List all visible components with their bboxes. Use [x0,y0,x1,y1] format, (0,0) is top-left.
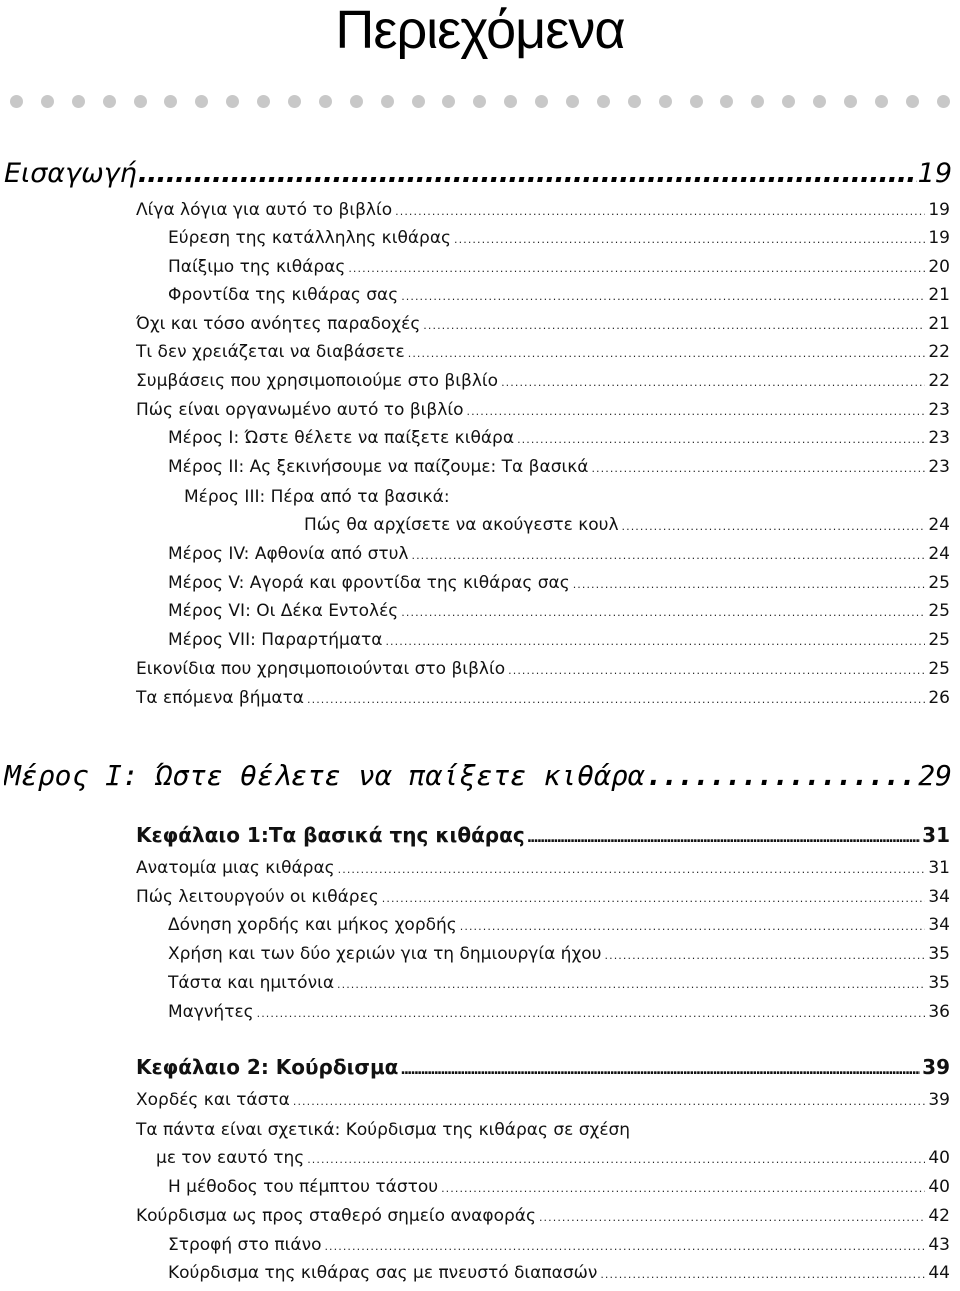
toc-entry-label: Παίξιμο της κιθάρας [168,257,346,277]
leader-dots [622,520,926,533]
toc-entry[interactable] [168,1177,950,1204]
toc-entry-label: Μέρος VI: Οι Δέκα Εντολές [168,601,399,621]
toc-page-number: 44 [928,1263,950,1283]
divider-dot [844,95,857,108]
leader-dots [382,892,926,905]
toc-page-number: 24 [928,544,950,564]
toc-page-number: 39 [928,1090,950,1110]
divider-dot [319,95,332,108]
toc-page-number: 26 [928,688,950,708]
leader-dots [337,978,925,991]
toc-entry[interactable] [168,1263,950,1290]
leader-dots [257,1007,926,1020]
divider-dot [875,95,888,108]
divider-dot [288,95,301,108]
toc-entry-label: Ανατομία μιας κιθάρας [136,858,335,878]
toc-entry-label: Μέρος IV: Αφθονία από στυλ [168,544,409,564]
divider-dot [937,95,950,108]
toc-page-number: 21 [928,314,950,334]
divider-dot [257,95,270,108]
toc-entry-label: Χορδές και τάστα [136,1090,290,1110]
toc-entry[interactable] [156,1148,950,1175]
toc-chapter-1[interactable] [136,823,950,853]
toc-chapter-2[interactable] [136,1055,950,1085]
toc-page-number: 31 [928,858,950,878]
toc-entry[interactable] [168,630,950,657]
toc-page-number: 19 [917,158,952,189]
toc-entry[interactable] [136,1090,950,1117]
divider-dot [41,95,54,108]
divider-dot [195,95,208,108]
toc-entry[interactable] [136,342,950,369]
divider-dot [103,95,116,108]
toc-entry-label: Εικονίδια που χρησιμοποιούνται στο βιβλίο [136,659,506,679]
toc-page-number: 39 [922,1055,950,1079]
toc-entry-label: Κούρδισμα ως προς σταθερό σημείο αναφοράς [136,1206,536,1226]
leader-dots [527,830,920,846]
divider-dot [72,95,85,108]
toc-entry-label: Συμβάσεις που χρησιμοποιούμε στο βιβλίο [136,371,499,391]
toc-entry[interactable] [136,400,950,427]
divider-dot [690,95,703,108]
toc-entry[interactable] [168,944,950,971]
toc-entry-label: με τον εαυτό της [156,1148,305,1168]
toc-entry[interactable] [136,314,950,341]
toc-page-number: 34 [928,887,950,907]
toc-heading-part-1[interactable] [4,759,952,797]
divider-dot [751,95,764,108]
toc-page-number: 42 [928,1206,950,1226]
divider-dot [906,95,919,108]
leader-dots [605,949,926,962]
leader-dots [348,262,925,275]
toc-entry[interactable] [168,915,950,942]
toc-page-number: 19 [928,228,950,248]
toc-page-number: 22 [928,371,950,391]
divider-dot [134,95,147,108]
divider-dot [350,95,363,108]
toc-page-number: 19 [928,200,950,220]
toc-page-number: 25 [928,659,950,679]
leader-dots [411,549,925,562]
toc-entry[interactable] [168,257,950,284]
toc-page-number: 34 [928,915,950,935]
page-title: Περιεχόμενα [335,0,625,60]
toc-page-number: 25 [928,630,950,650]
toc-heading-intro[interactable] [4,158,952,196]
toc-entry-label: Μέρος VII: Παραρτήματα [168,630,383,650]
toc-page-number: 29 [918,759,952,792]
leader-dots [307,1153,925,1166]
leader-dots [600,1268,925,1281]
leader-dots [338,863,926,876]
toc-page-number: 25 [928,601,950,621]
toc-page-number: 22 [928,342,950,362]
leader-dots [441,1182,925,1195]
toc-entry-label: Μαγνήτες [168,1002,254,1022]
toc-page-number: 23 [928,400,950,420]
toc-page-number: 40 [928,1148,950,1168]
toc-entry-label: Τι δεν χρειάζεται να διαβάσετε [136,342,405,362]
toc-page-number: 35 [928,973,950,993]
divider-dot [659,95,672,108]
divider-dot [164,95,177,108]
toc-entry[interactable] [136,688,950,715]
leader-dots [138,158,917,189]
toc-entry-label: Μέρος V: Αγορά και φροντίδα της κιθάρας σας [168,573,570,593]
toc-page-number: 23 [928,457,950,477]
leader-dots [573,578,926,591]
leader-dots [646,759,918,792]
leader-dots [454,233,925,246]
toc-page-number: 20 [928,257,950,277]
leader-dots [307,693,925,706]
toc-entry[interactable] [304,515,950,542]
divider-dot [381,95,394,108]
toc-page-number: 31 [922,823,950,847]
divider-dot [628,95,641,108]
leader-dots [539,1211,925,1224]
divider-dot [504,95,517,108]
toc-entry-label[interactable]: Μέρος ΙΙΙ: Πέρα από τα βασικά: [184,487,450,507]
toc-page-number: 25 [928,573,950,593]
toc-heading-label: Εισαγωγή [4,158,137,189]
toc-entry-label: Μέρος Ι: Ώστε θέλετε να παίξετε κιθάρα [168,428,515,448]
toc-page-number: 35 [928,944,950,964]
toc-entry-label: Χρήση και των δύο χεριών για τη δημιουργία ήχου [168,944,602,964]
toc-entry-label: Στροφή στο πιάνο [168,1235,322,1255]
toc-entry[interactable] [168,1002,950,1029]
toc-page-number: 24 [928,515,950,535]
toc-entry-label: Λίγα λόγια για αυτό το βιβλίο [136,200,393,220]
leader-dots [401,290,925,303]
divider-dot [720,95,733,108]
leader-dots [466,405,925,418]
leader-dots [400,1062,920,1078]
toc-entry-label: Όχι και τόσο ανόητες παραδοχές [136,314,421,334]
toc-entry-label: Φροντίδα της κιθάρας σας [168,285,399,305]
dot-divider [10,93,950,109]
leader-dots [423,319,925,332]
toc-entry-label: Πώς είναι οργανωμένο αυτό το βιβλίο [136,400,464,420]
toc-entry-label: Κούρδισμα της κιθάρας σας με πνευστό διαπασών [168,1263,598,1283]
toc-entry[interactable] [168,428,950,455]
leader-dots [408,347,926,360]
toc-entry[interactable] [168,228,950,255]
leader-dots [401,606,925,619]
toc-entry[interactable] [136,200,950,227]
toc-page-number: 40 [928,1177,950,1197]
toc-entry[interactable] [136,659,950,686]
toc-page-number: 23 [928,428,950,448]
divider-dot [412,95,425,108]
toc-entry[interactable] [168,457,950,484]
leader-dots [460,920,926,933]
toc-page-number: 21 [928,285,950,305]
toc-chapter-label: Κεφάλαιο 2: Κούρδισμα [136,1055,399,1079]
toc-entry-label: Δόνηση χορδής και μήκος χορδής [168,915,457,935]
toc-entry[interactable] [136,858,950,885]
toc-entry[interactable] [168,1235,950,1262]
toc-entry-label: Τάστα και ημιτόνια [168,973,335,993]
toc-page-number: 43 [928,1235,950,1255]
toc-entry-label: Τα επόμενα βήματα [136,688,305,708]
leader-dots [293,1095,926,1108]
leader-dots [517,433,925,446]
toc-entry[interactable] [136,371,950,398]
leader-dots [385,635,925,648]
leader-dots [508,664,925,677]
toc-entry[interactable] [168,573,950,600]
toc-entry-label: Πώς θα αρχίσετε να ακούγεστε κουλ [304,515,619,535]
toc-entry[interactable] [168,973,950,1000]
toc-entry[interactable] [136,887,950,914]
divider-dot [226,95,239,108]
divider-dot [813,95,826,108]
divider-dot [473,95,486,108]
toc-entry[interactable] [168,601,950,628]
divider-dot [442,95,455,108]
divider-dot [782,95,795,108]
toc-entry-label: Εύρεση της κατάλληλης κιθάρας [168,228,452,248]
toc-entry-label: Η μέθοδος του πέμπτου τάστου [168,1177,439,1197]
leader-dots [324,1240,925,1253]
toc-entry-label[interactable]: Τα πάντα είναι σχετικά: Κούρδισμα της κιθάρας σε σχέση [136,1120,631,1140]
divider-dot [566,95,579,108]
leader-dots [591,462,925,475]
toc-page-number: 36 [928,1002,950,1022]
toc-entry[interactable] [168,544,950,571]
toc-heading-label: Μέρος Ι: Ώστε θέλετε να παίξετε κιθάρα [4,759,645,792]
divider-dot [597,95,610,108]
toc-entry-label: Μέρος ΙΙ: Ας ξεκινήσουμε να παίζουμε: Τα βασικά [168,457,589,477]
leader-dots [501,376,925,389]
divider-dot [10,95,23,108]
toc-entry[interactable] [168,285,950,312]
toc-entry-label: Πώς λειτουργούν οι κιθάρες [136,887,379,907]
toc-entry[interactable] [136,1206,950,1233]
toc-chapter-label: Κεφάλαιο 1:Τα βασικά της κιθάρας [136,823,525,847]
leader-dots [395,205,925,218]
divider-dot [535,95,548,108]
